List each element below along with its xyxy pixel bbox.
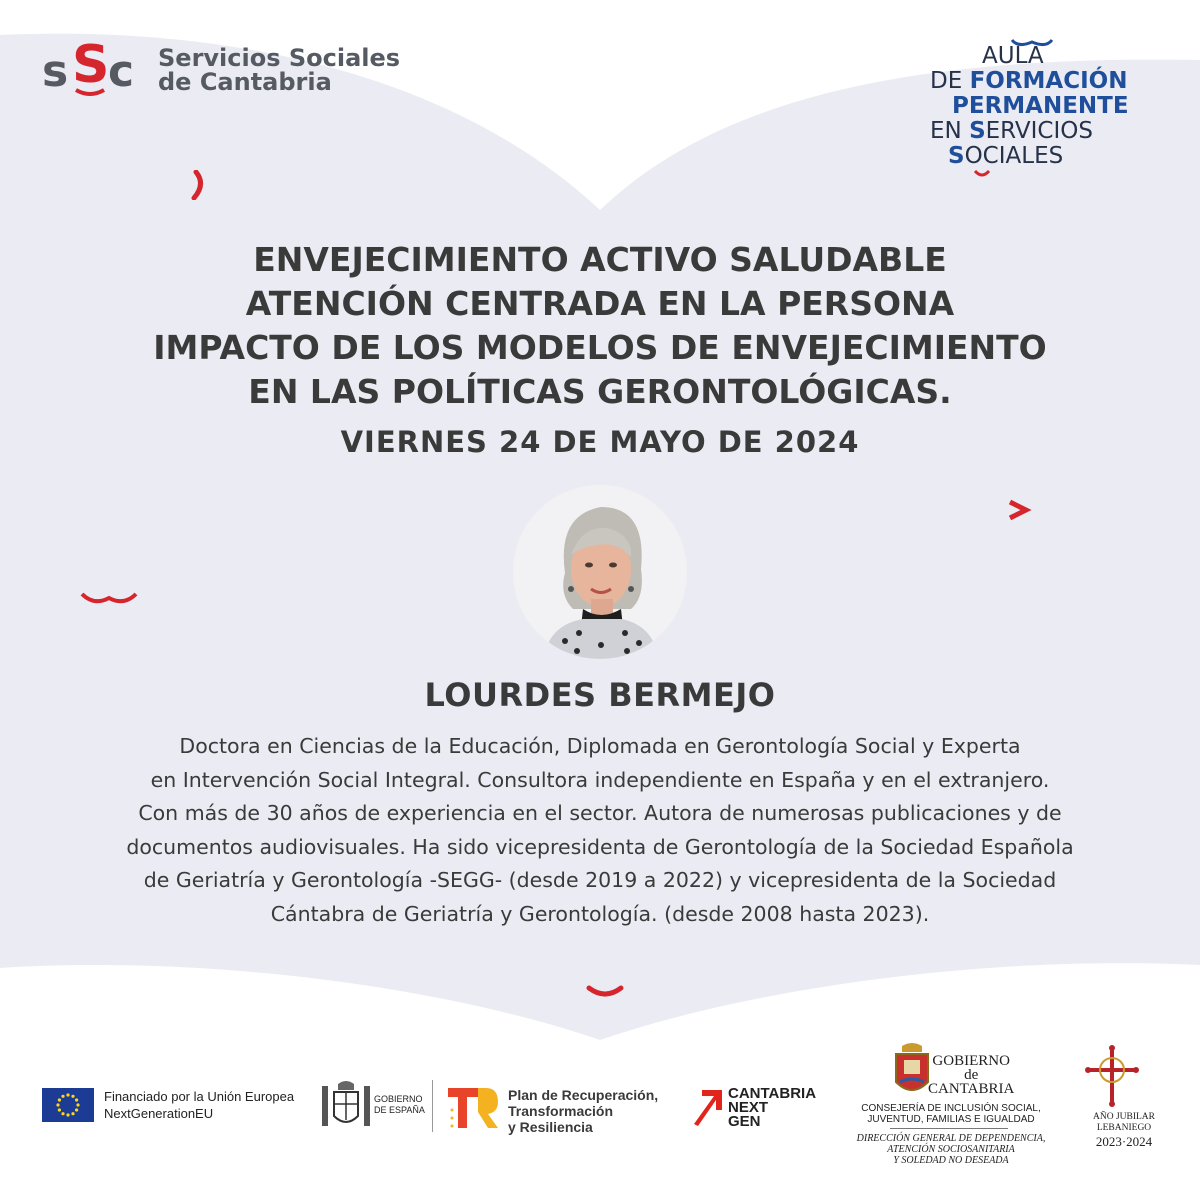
aula-line4-s: S bbox=[969, 118, 986, 144]
logo-divider bbox=[432, 1080, 433, 1132]
cantabria-coat-of-arms-icon bbox=[892, 1042, 932, 1100]
event-title-block bbox=[0, 238, 1200, 462]
bio-line: en Intervención Social Integral. Consultora independiente en España y en el extranjero. bbox=[150, 767, 1050, 792]
gc-dept-line1: CONSEJERÍA DE INCLUSIÓN SOCIAL, bbox=[861, 1103, 1041, 1114]
cng-line3: GEN bbox=[728, 1113, 761, 1130]
bio-line: Doctora en Ciencias de la Educación, Diplomada en Gerontología Social y Experta bbox=[179, 734, 1021, 758]
ssc-mark-icon bbox=[42, 42, 146, 98]
jubilar-line3: 2023·2024 bbox=[1095, 1134, 1153, 1149]
svg-text:S: S bbox=[72, 42, 110, 95]
speaker-bio bbox=[40, 730, 1160, 931]
cantabria-next-gen-text bbox=[728, 1087, 816, 1129]
speaker-portrait-icon bbox=[513, 485, 687, 659]
eu-funding-text bbox=[104, 1088, 294, 1122]
ssc-logo bbox=[42, 42, 400, 98]
eu-flag-icon bbox=[42, 1088, 94, 1122]
aula-line4-b: ERVICIOS bbox=[985, 118, 1093, 144]
aula-line3: PERMANENTE bbox=[952, 93, 1129, 119]
event-title-line: IMPACTO DE LOS MODELOS DE ENVEJECIMIENTO bbox=[153, 328, 1047, 367]
red-wing-decoration-icon bbox=[80, 588, 138, 608]
gobierno-espana-text bbox=[374, 1094, 425, 1116]
aula-crown-icon bbox=[1010, 36, 1054, 48]
cng-line1: CANTABRIA bbox=[728, 1085, 817, 1102]
bio-line: documentos audiovisuales. Ha sido vicepresidenta de Gerontología de la Sociedad Española bbox=[126, 834, 1074, 859]
gob-esp-line1: GOBIERNO bbox=[374, 1094, 423, 1104]
aula-line1: AULA bbox=[982, 43, 1044, 69]
jubilar-line1: AÑO JUBILAR bbox=[1092, 1112, 1155, 1122]
svg-text:c: c bbox=[108, 46, 135, 97]
red-smile-decoration-icon bbox=[585, 982, 625, 1002]
event-title-line: EN LAS POLÍTICAS GERONTOLÓGICAS. bbox=[248, 372, 952, 411]
aula-line5-b: OCIALES bbox=[964, 143, 1064, 169]
aula-line2-b: FORMACIÓN bbox=[969, 68, 1128, 94]
eu-line2: NextGenerationEU bbox=[104, 1106, 214, 1121]
bio-line: de Geriatría y Gerontología -SEGG- (desde 2019 a 2022) y vicepresidenta de la Sociedad bbox=[143, 868, 1057, 892]
aula-smile-icon bbox=[974, 170, 990, 178]
prtr-line2: Transformación bbox=[508, 1103, 614, 1119]
aula-line5-s: S bbox=[948, 143, 965, 169]
svg-text:s: s bbox=[42, 46, 69, 97]
jubilar-line2: LEBANIEGO bbox=[1096, 1123, 1152, 1133]
event-title-line: ENVEJECIMIENTO ACTIVO SALUDABLE bbox=[253, 240, 947, 279]
gobierno-cantabria-title bbox=[928, 1054, 1014, 1096]
event-date: VIERNES 24 DE MAYO DE 2024 bbox=[340, 425, 860, 459]
aula-formacion-logo bbox=[930, 44, 1170, 169]
eu-line1: Financiado por la Unión Europea bbox=[104, 1089, 295, 1104]
lebaniego-cross-icon bbox=[1084, 1044, 1140, 1108]
cantabria-next-gen-arrow-icon bbox=[690, 1086, 724, 1128]
bio-line: Cántabra de Geriatría y Gerontología. (desde 2008 hasta 2023). bbox=[270, 901, 930, 926]
prtr-line3: y Resiliencia bbox=[508, 1119, 593, 1135]
gc-line1: GOBIERNO bbox=[932, 1053, 1010, 1069]
gc-dept-line2: JUVENTUD, FAMILIAS E IGUALDAD bbox=[867, 1114, 1035, 1125]
prtr-line1: Plan de Recuperación, bbox=[508, 1087, 659, 1103]
gc-sub-line2: ATENCIÓN SOCIOSANITARIA bbox=[887, 1144, 1015, 1155]
red-arc-decoration-icon bbox=[188, 170, 210, 200]
gc-line3: CANTABRIA bbox=[928, 1081, 1015, 1097]
gc-sub-line1: DIRECCIÓN GENERAL DE DEPENDENCIA, bbox=[856, 1133, 1046, 1144]
consejeria-text bbox=[842, 1103, 1060, 1125]
event-title-line: ATENCIÓN CENTRADA EN LA PERSONA bbox=[245, 284, 955, 323]
speaker-name: LOURDES BERMEJO bbox=[424, 676, 776, 714]
aula-line2-a: DE bbox=[930, 68, 970, 94]
consejeria-divider bbox=[890, 1128, 1008, 1129]
red-chevron-decoration-icon bbox=[1006, 498, 1032, 522]
direccion-general-text bbox=[842, 1133, 1060, 1166]
gob-esp-line2: DE ESPAÑA bbox=[374, 1105, 425, 1115]
speaker-photo bbox=[513, 485, 687, 659]
footer-logos bbox=[0, 1030, 1200, 1200]
aula-line4-a: EN bbox=[930, 118, 970, 144]
cng-line2: NEXT bbox=[728, 1099, 769, 1116]
org-name bbox=[158, 46, 400, 94]
prtr-text bbox=[508, 1087, 658, 1135]
ano-jubilar-text bbox=[1070, 1112, 1178, 1150]
spain-coat-of-arms-icon bbox=[316, 1078, 376, 1134]
prtr-logo-icon bbox=[444, 1082, 500, 1132]
org-name-line1: Servicios Sociales bbox=[158, 44, 401, 72]
bio-line: Con más de 30 años de experiencia en el sector. Autora de numerosas publicaciones y de bbox=[138, 801, 1062, 825]
gc-line2: de bbox=[964, 1067, 979, 1083]
gc-sub-line3: Y SOLEDAD NO DESEADA bbox=[893, 1155, 1009, 1166]
org-name-line2: de Cantabria bbox=[158, 68, 332, 96]
